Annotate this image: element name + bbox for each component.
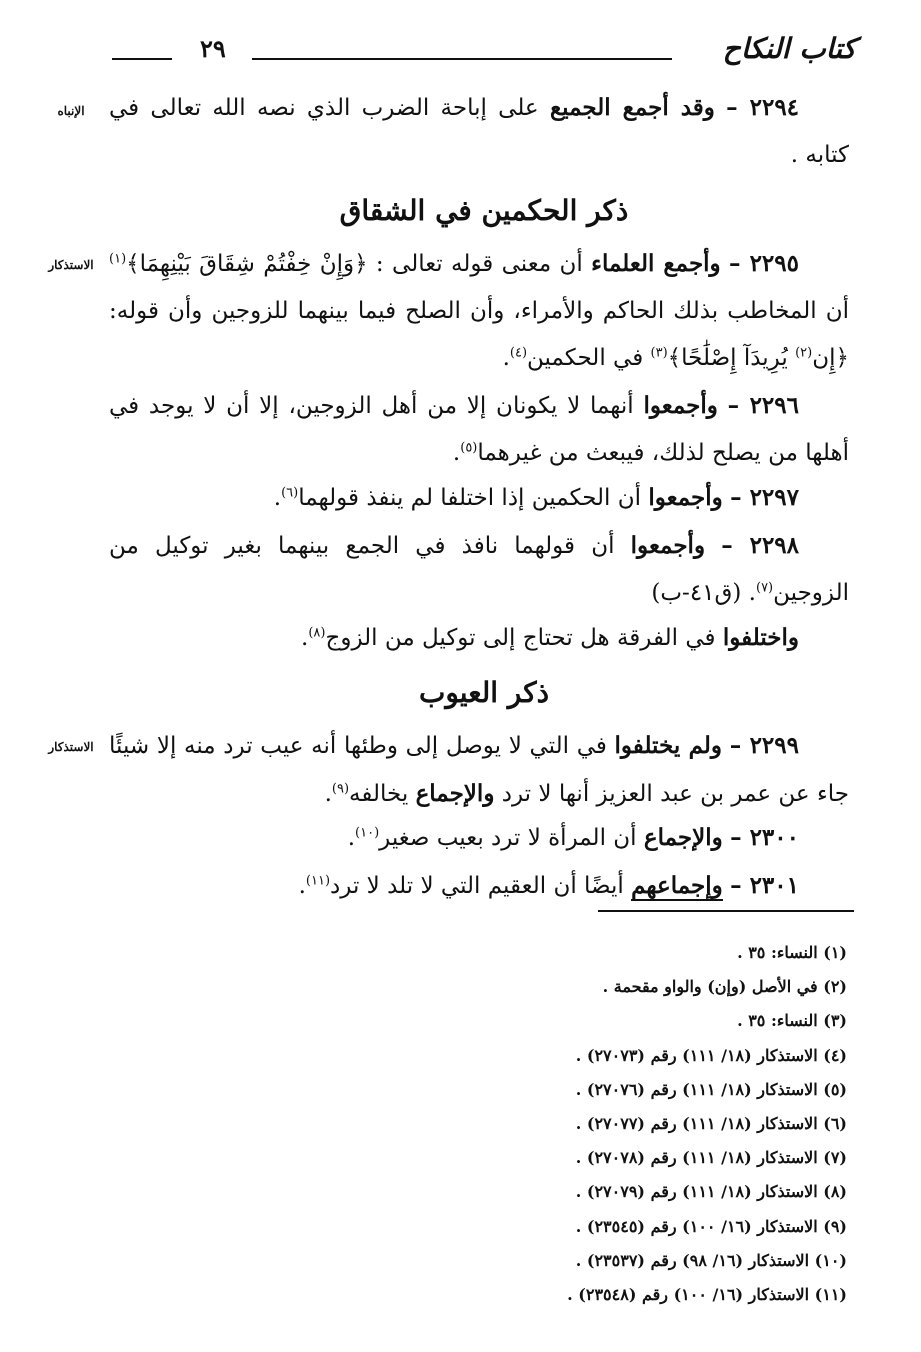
- item-number: ٢٣٠١ –: [730, 872, 799, 899]
- header-rule: [252, 58, 672, 60]
- footnote: (١١) الاستذكار (١٦/ ١٠٠) رقم (٢٣٥٤٨) .: [567, 1285, 847, 1305]
- footnote-ref: (٢): [795, 345, 813, 361]
- margin-source-tag: الاستذكار: [48, 258, 94, 272]
- footnote-ref: (٤): [509, 345, 528, 361]
- item-number: ٢٢٩٩ –: [729, 732, 799, 759]
- paragraph-text: أن الحكمين إذا اختلفا لم ينفذ قولهما: [298, 485, 642, 511]
- section-heading: ذكر العيوب: [418, 676, 550, 709]
- paragraph-text: في الحكمين: [527, 345, 644, 371]
- footnote-ref: (٣): [650, 345, 668, 361]
- margin-source-tag: الاستذكار: [48, 740, 94, 754]
- paragraph-2297: [109, 474, 849, 522]
- lead-phrase: واختلفوا: [722, 624, 799, 651]
- margin-source-tag: الإنباه: [57, 104, 85, 118]
- footnote: (٣) النساء: ٣٥ .: [737, 1011, 847, 1031]
- paragraph-text: أن المرأة لا ترد بعيب صغير: [379, 825, 637, 851]
- lead-phrase: وقد أجمع الجميع: [549, 94, 715, 121]
- paragraph-end: .: [502, 345, 510, 371]
- paragraph-end: .: [452, 440, 461, 466]
- book-title: كتاب النكاح: [722, 32, 856, 65]
- footnote: (٦) الاستذكار (١٨/ ١١١) رقم (٢٧٠٧٧) .: [575, 1114, 847, 1134]
- paragraph-text: على إباحة الضرب الذي نصه الله تعالى في كتابه .: [109, 95, 849, 168]
- lead-phrase: والإجماع: [643, 824, 723, 851]
- paragraph-end: .: [298, 873, 306, 899]
- footnote: (٩) الاستذكار (١٦/ ١٠٠) رقم (٢٣٥٤٥) .: [575, 1216, 847, 1236]
- item-number: ٢٢٩٥ –: [729, 250, 799, 277]
- footnote: (١) النساء: ٣٥ .: [737, 943, 847, 962]
- paragraph-2296: [109, 382, 849, 477]
- paragraph-end: .: [347, 825, 356, 851]
- footnote-ref: (١٠): [355, 825, 380, 841]
- footnote-ref: (٨): [308, 625, 326, 641]
- lead-phrase: ولم يختلفوا: [614, 732, 723, 759]
- lead-phrase: وأجمع العلماء: [591, 250, 721, 277]
- footnotes: [247, 936, 847, 1312]
- footnote: (٥) الاستذكار (١٨/ ١١١) رقم (٢٧٠٧٦) .: [575, 1079, 847, 1099]
- paragraph-text: في الفرقة هل تحتاج إلى توكيل من الزوج: [325, 625, 716, 651]
- item-number: ٢٢٩٦ –: [727, 392, 799, 419]
- section-heading: ذكر الحكمين في الشقاق: [339, 194, 629, 227]
- footnote: (٨) الاستذكار (١٨/ ١١١) رقم (٢٧٠٧٩) .: [575, 1182, 847, 1202]
- footnote-ref: (٩): [331, 781, 350, 797]
- paragraph-text: أيضًا أن العقيم التي لا تلد لا ترد: [330, 873, 624, 899]
- paragraph-text: يُرِيدَآ إِصْلَٰحًا﴾: [667, 345, 788, 371]
- paragraph-2298: [109, 522, 849, 617]
- paragraph-2301: [109, 862, 849, 910]
- page-number: ٢٩: [200, 34, 226, 63]
- footnote: (٢) في الأصل (وإن) والواو مقحمة .: [602, 977, 847, 997]
- item-number: ٢٢٩٤ –: [726, 94, 800, 121]
- footnote: (٧) الاستذكار (١٨/ ١١١) رقم (٢٧٠٧٨) .: [575, 1148, 847, 1168]
- paragraph-text: أنهما لا يكونان إلا من أهل الزوجين، إلا أن لا يوجد في أهلها من يصلح لذلك، فيبعث من غيرهما: [109, 393, 849, 466]
- paragraph-end: .: [273, 485, 282, 511]
- lead-phrase: وإجماعهم: [631, 872, 723, 899]
- lead-phrase: والإجماع: [415, 780, 495, 807]
- paragraph-ikhtalafu: [109, 614, 849, 662]
- footnote-ref: (١١): [305, 873, 331, 889]
- paragraph-text: يخالفه: [349, 781, 409, 807]
- paragraph-text: أن قولهما نافذ في الجمع بينهما بغير توكيل من الزوجين: [109, 533, 849, 606]
- item-number: ٢٢٩٧ –: [730, 484, 799, 511]
- footnote-separator: [598, 910, 854, 912]
- lead-phrase: وأجمعوا: [630, 532, 706, 559]
- footnote-ref: (٦): [281, 485, 299, 501]
- paragraph-text: أن معنى قوله تعالى : ﴿وَإِنْ خِفْتُمْ شِقَاقَ بَيْنِهِمَا﴾: [126, 251, 583, 277]
- paragraph-end: . (ق٤١-ب): [651, 580, 756, 606]
- lead-phrase: وأجمعوا: [643, 392, 718, 419]
- paragraph-2300: [109, 814, 849, 862]
- footnote-ref: (٥): [460, 440, 478, 456]
- footnote: (١٠) الاستذكار (١٦/ ٩٨) رقم (٢٣٥٣٧) .: [575, 1250, 847, 1270]
- running-header: [112, 30, 856, 80]
- paragraph-end: .: [301, 625, 309, 651]
- footnote: (٤) الاستذكار (١٨/ ١١١) رقم (٢٧٠٧٣) .: [575, 1045, 847, 1065]
- footnote-ref: (١): [109, 251, 127, 267]
- paragraph-text: أن المخاطب بذلك الحاكم والأمراء، وأن الصلح فيما بينهما للزوجين وأن قوله: ﴿إِن: [109, 298, 849, 371]
- paragraph-end: .: [324, 781, 332, 807]
- item-number: ٢٣٠٠ –: [730, 824, 799, 851]
- lead-phrase: وأجمعوا: [648, 484, 723, 511]
- footnote-ref: (٧): [755, 580, 774, 596]
- header-rule: [112, 58, 172, 60]
- paragraph-2299: [109, 722, 849, 818]
- paragraph-2295: [109, 240, 849, 382]
- item-number: ٢٢٩٨ –: [721, 532, 800, 559]
- paragraph-text: في التي لا يوصل إلى وطئها أنه عيب ترد منه إلا شيئًا جاء عن عمر بن عبد العزيز أنها لا ترد: [109, 733, 849, 807]
- paragraph-2294: [109, 84, 849, 179]
